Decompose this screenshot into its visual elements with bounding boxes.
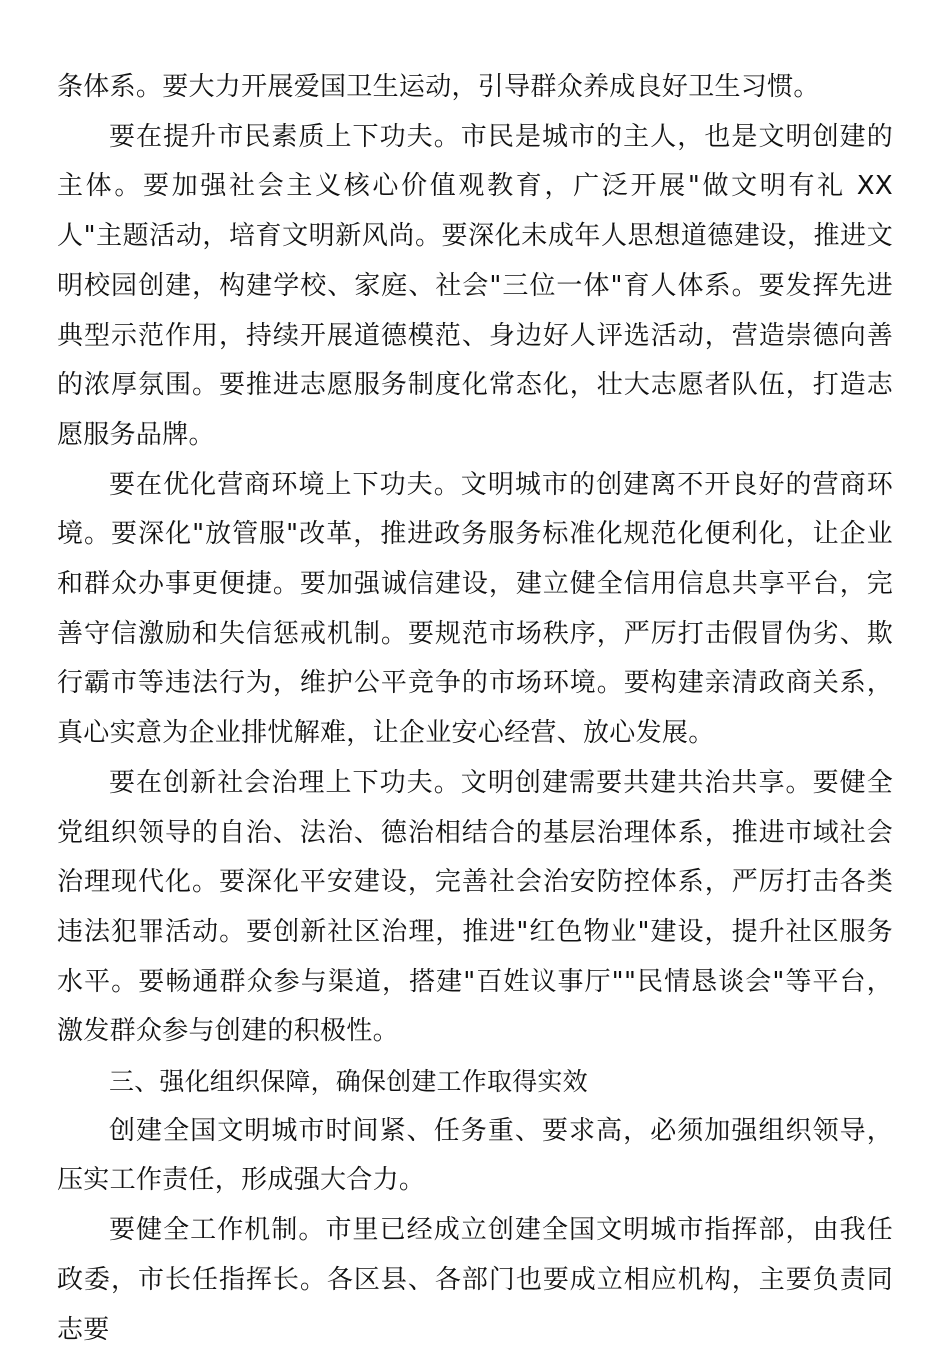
document-page xyxy=(57,63,893,1355)
paragraph-organization-intro: 创建全国文明城市时间紧、任务重、要求高，必须加强组织领导，压实工作责任，形成强大合力。 xyxy=(57,1115,893,1196)
paragraph-continuation: 条体系。要大力开展爱国卫生运动，引导群众养成良好卫生习惯。 xyxy=(57,72,820,102)
paragraph-business-environment: 要在优化营商环境上下功夫。文明城市的创建离不开良好的营商环境。要深化"放管服"改革，推进政务服务标准化规范化便利化，让企业和群众办事更便捷。要加强诚信建设，建立健全信用信息共享平台，完善守信激励和失信惩戒机制。要规范市场秩序，严厉打击假冒伪劣、欺行霸市等违法行为，维护公平竞争的市场环境。要构建亲清政商关系，真心实意为企业排忧解难，让企业安心经营、放心发展。 xyxy=(57,469,893,749)
paragraph-citizen-quality: 要在提升市民素质上下功夫。市民是城市的主人，也是文明创建的主体。要加强社会主义核心价值观教育，广泛开展"做文明有礼 XX 人"主题活动，培育文明新风尚。要深化未成年人思想道德建设，推进文明校园创建，构建学校、家庭、社会"三位一体"育人体系。要发挥先进典型示范作用，持续开展道德模范、身边好人评选活动，营造崇德向善的浓厚氛围。要推进志愿服务制度化常态化，壮大志愿者队伍，打造志愿服务品牌。 xyxy=(57,121,893,450)
paragraph-work-mechanism: 要健全工作机制。市里已经成立创建全国文明城市指挥部，由我任政委，市长任指挥长。各区县、各部门也要成立相应机构，主要负责同志要 xyxy=(57,1215,893,1345)
section-heading: 三、强化组织保障，确保创建工作取得实效 xyxy=(109,1067,588,1097)
paragraph-social-governance: 要在创新社会治理上下功夫。文明创建需要共建共治共享。要健全党组织领导的自治、法治、德治相结合的基层治理体系，推进市域社会治理现代化。要深化平安建设，完善社会治安防控体系，严厉打击各类违法犯罪活动。要创新社区治理，推进"红色物业"建设，提升社区服务水平。要畅通群众参与渠道，搭建"百姓议事厅""民情恳谈会"等平台，激发群众参与创建的积极性。 xyxy=(57,767,893,1047)
